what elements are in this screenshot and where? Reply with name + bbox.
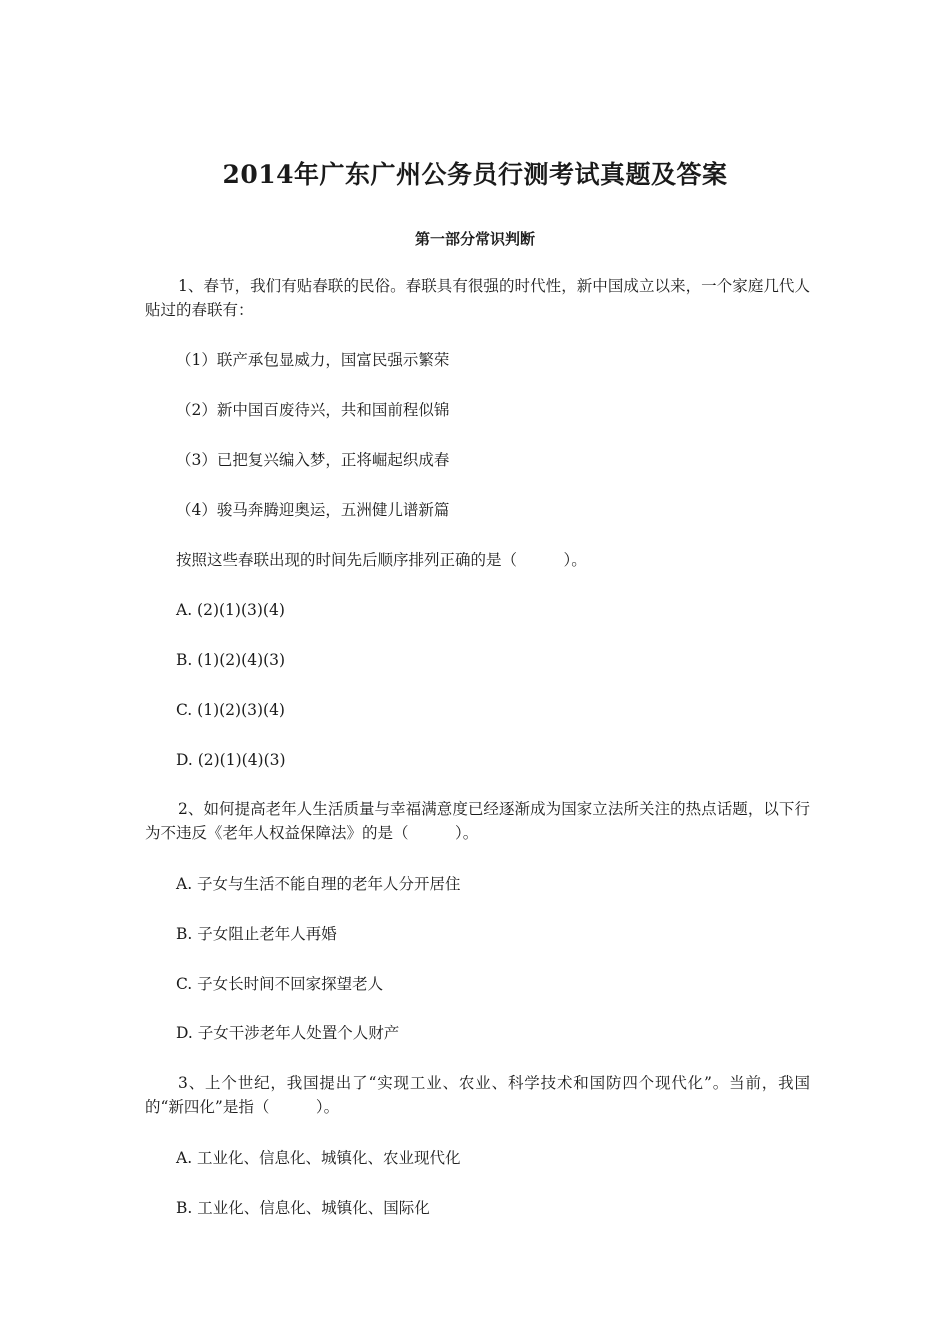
question-3-option-a: A. 工业化、信息化、城镇化、农业现代化 — [176, 1149, 461, 1167]
question-3-text: 3、上个世纪，我国提出了“实现工业、农业、科学技术和国防四个现代化”。当前，我国的“新四化”是指（ ）。 — [145, 1074, 810, 1116]
question-2-option-c: C. 子女长时间不回家探望老人 — [176, 975, 384, 993]
document-title: 2014年广东广州公务员行测考试真题及答案 — [222, 160, 728, 189]
question-1-prompt: 按照这些春联出现的时间先后顺序排列正确的是（ ）。 — [176, 551, 587, 569]
question-1-option-a: A. (2)(1)(3)(4) — [176, 601, 285, 619]
question-2-text: 2、如何提高老年人生活质量与幸福满意度已经逐渐成为国家立法所关注的热点话题，以下行为不违反《老年人权益保障法》的是（ ）。 — [145, 800, 810, 842]
question-2-option-a: A. 子女与生活不能自理的老年人分开居住 — [176, 875, 461, 893]
question-3-option-b: B. 工业化、信息化、城镇化、国际化 — [176, 1199, 430, 1217]
question-2-option-d: D. 子女干涉老年人处置个人财产 — [176, 1024, 400, 1042]
question-1-text: 1、春节，我们有贴春联的民俗。春联具有很强的时代性，新中国成立以来，一个家庭几代人贴过的春联有： — [145, 277, 810, 319]
question-1-item-2: （2）新中国百废待兴，共和国前程似锦 — [176, 401, 450, 419]
section-title: 第一部分常识判断 — [414, 230, 535, 248]
question-1-option-d: D. (2)(1)(4)(3) — [176, 751, 286, 769]
question-1-item-4: （4）骏马奔腾迎奥运，五洲健儿谱新篇 — [176, 501, 450, 519]
question-2-option-b: B. 子女阻止老年人再婚 — [176, 925, 337, 943]
question-1-item-1: （1）联产承包显威力，国富民强示繁荣 — [176, 351, 450, 369]
question-1-option-b: B. (1)(2)(4)(3) — [176, 651, 286, 669]
question-1-option-c: C. (1)(2)(3)(4) — [176, 701, 285, 719]
question-1-item-3: （3）已把复兴编入梦，正将崛起织成春 — [176, 451, 450, 469]
